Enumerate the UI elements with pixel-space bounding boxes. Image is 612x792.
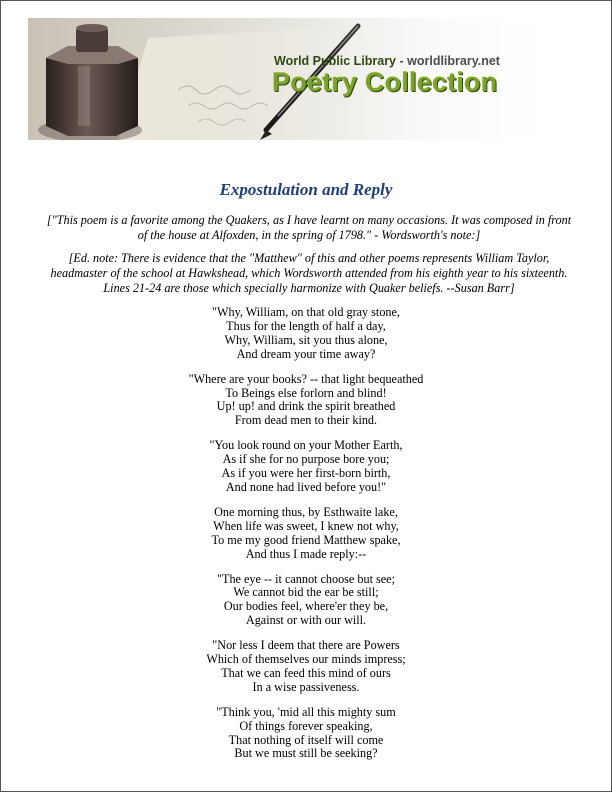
site-url: - worldlibrary.net [396,54,500,68]
poem-line: Up! up! and drink the spirit breathed [216,399,396,414]
stanza [0,306,612,362]
poem-line: Of things forever speaking, [239,718,373,733]
poem-line: To Beings else forlorn and blind! [225,385,387,400]
poem-line: "You look round on your Mother Earth, [209,438,403,453]
stanza [0,573,612,629]
poem-line: From dead men to their kind. [234,413,378,428]
poem-line: "Think you, 'mid all this mighty sum [216,704,396,719]
poem-line: And none had lived before you!" [225,479,387,494]
poem-line: But we must still be seeking? [234,746,378,761]
site-name-text: World Public Library [274,54,397,68]
poem-line: To me my good friend Matthew spake, [211,532,401,547]
poem-line: That nothing of itself will come [228,732,384,747]
poem-line: Which of themselves our minds impress; [206,652,406,667]
poem-line: That we can feed this mind of ours [221,665,391,680]
poem-body [0,306,612,772]
stanza [0,506,612,562]
poem-line: "Nor less I deem that there are Powers [212,638,400,653]
poem-line: We cannot bid the ear be still; [233,585,379,600]
editor-note: [Ed. note: There is evidence that the "Matthew" of this and other poems represents William Taylor, headmaster of the school at Hawkshead, which Wordsworth attended from his eighth year to his sixteenth. Lines 21-24 are those which specially harmonize with Quaker beliefs. --Susan Barr] [50,251,568,295]
poem-line: In a wise passiveness. [252,679,360,694]
poem-line: Thus for the length of half a day, [226,318,386,333]
stanza [0,373,612,429]
poem-line: And dream your time away? [236,346,376,361]
poem-line: As if she for no purpose bore you; [222,452,390,467]
collection-title: Poetry Collection [272,67,498,97]
poem-line: Against or with our will. [245,613,367,628]
poem-title: Expostulation and Reply [219,180,393,199]
header-banner [28,18,578,140]
stanza [0,706,612,762]
poem-line: "Where are your books? -- that light bequeathed [188,371,424,386]
poem-line: "The eye -- it cannot choose but see; [217,571,395,586]
poem-line: Our bodies feel, where'er they be, [223,599,389,614]
poem-line: When life was sweet, I knew not why, [213,518,399,533]
stanza [0,439,612,495]
poem-line: And thus I made reply:-- [245,546,367,561]
poem-line: As if you were her first-born birth, [221,466,391,481]
site-name [274,54,500,68]
stanza [0,639,612,695]
poem-line: "Why, William, on that old gray stone, [212,305,400,319]
poem-line: One morning thus, by Esthwaite lake, [214,504,398,519]
wordsworth-note: ["This poem is a favorite among the Quakers, as I have learnt on many occasions. It was composed in front of the house at Alfoxden, in the spring of 1798." - Wordsworth's note:] [46,213,572,242]
poem-line: Why, William, sit you thus alone, [224,332,388,347]
